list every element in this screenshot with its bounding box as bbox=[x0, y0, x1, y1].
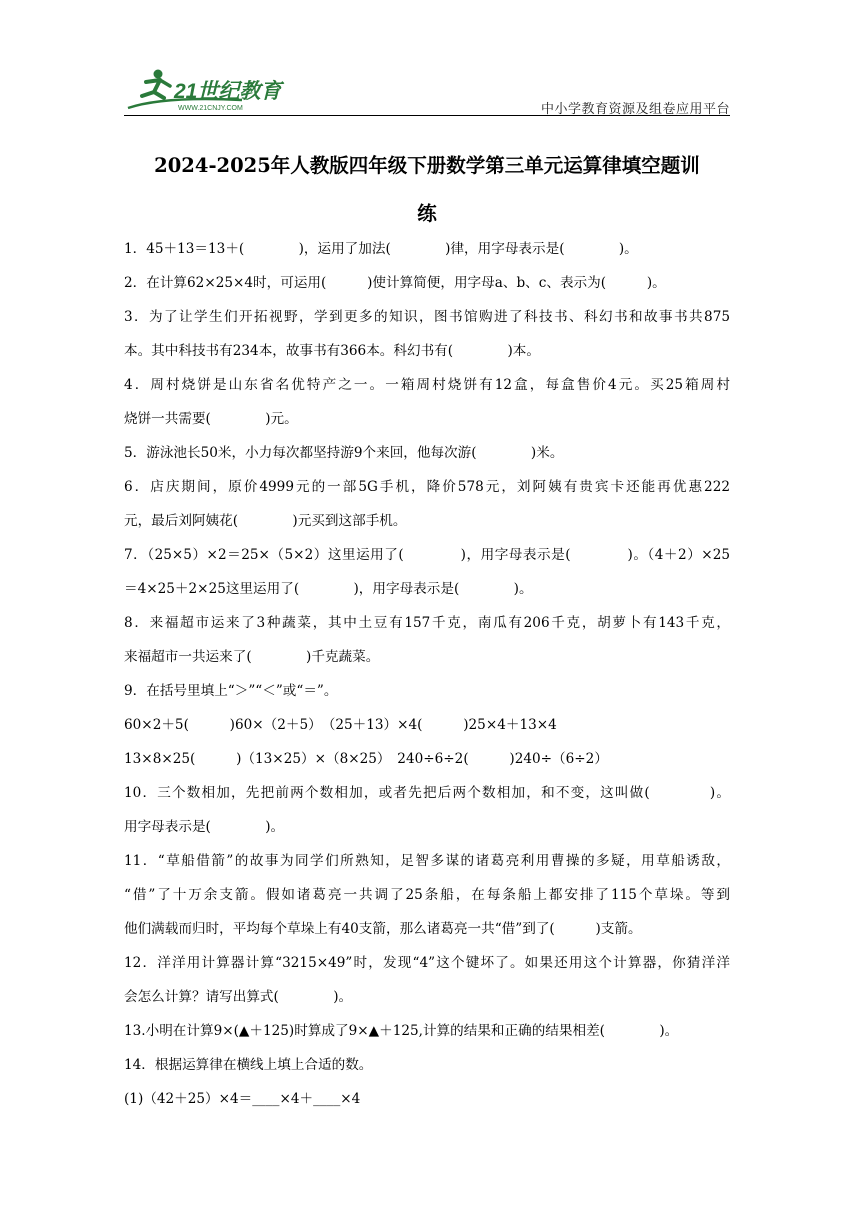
text-line: 4．周村烧饼是山东省名优特产之一。一箱周村烧饼有12盒，每盒售价4元。买25箱周村 bbox=[124, 377, 730, 393]
text-line: 12．洋洋用计算器计算“3215×49”时，发现“4”这个键坏了。如果还用这个计算器，你猜洋洋 bbox=[124, 955, 730, 971]
text-line: ＝4×25＋2×25这里运用了( )，用字母表示是( )。 bbox=[124, 581, 533, 597]
logo-url: WWW.21CNJY.COM bbox=[178, 105, 243, 112]
text-line: 烧饼一共需要( )元。 bbox=[124, 411, 298, 427]
page-title bbox=[124, 142, 730, 238]
text-line: 6．店庆期间，原价4999元的一部5G手机，降价578元，刘阿姨有贵宾卡还能再优惠222 bbox=[124, 479, 730, 495]
page-header bbox=[124, 66, 730, 117]
text-line: 60×2＋5( )60×（2＋5） （25＋13）×4( )25×4＋13×4 bbox=[124, 717, 557, 733]
text-line: 11．“草船借箭”的故事为同学们所熟知，足智多谋的诸葛亮利用曹操的多疑，用草船诱敌， bbox=[124, 853, 730, 869]
text-line: 13.小明在计算9×(▲＋125)时算成了9×▲＋125,计算的结果和正确的结果相差( )。 bbox=[124, 1023, 679, 1039]
text-line: 8．来福超市运来了3种蔬菜，其中土豆有157千克，南瓜有206千克，胡萝卜有143千克， bbox=[124, 615, 730, 631]
text-line: 用字母表示是( )。 bbox=[124, 819, 285, 835]
text-line: 14．根据运算律在横线上填上合适的数。 bbox=[124, 1057, 373, 1073]
text-line: 本。其中科技书有234本，故事书有366本。科幻书有( )本。 bbox=[124, 343, 540, 359]
text-line: 9．在括号里填上“＞”“＜”或“＝”。 bbox=[124, 683, 338, 699]
logo-icon bbox=[124, 66, 294, 112]
title-line-2: 练 bbox=[417, 202, 437, 225]
platform-name: 中小学教育资源及组卷应用平台 bbox=[540, 102, 730, 117]
text-line: (1)（42＋25）×4＝____×4＋____×4 bbox=[124, 1091, 361, 1107]
text-line: 5．游泳池长50米，小力每次都坚持游9个来回，他每次游( )米。 bbox=[124, 445, 564, 461]
header-rule bbox=[124, 115, 730, 116]
title-line-1: 2024-2025年人教版四年级下册数学第三单元运算律填空题训 bbox=[154, 154, 700, 177]
text-line: 2．在计算62×25×4时，可运用( )使计算简便，用字母a、b、c、表示为( )。 bbox=[124, 275, 666, 291]
text-line: “借”了十万余支箭。假如诸葛亮一共调了25条船，在每条船上都安排了115个草垛。等到 bbox=[124, 887, 730, 903]
question-list bbox=[124, 232, 730, 1116]
text-line: 来福超市一共运来了( )千克蔬菜。 bbox=[124, 649, 380, 665]
text-line: 1．45＋13＝13＋( )，运用了加法( )律，用字母表示是( )。 bbox=[124, 241, 638, 257]
text-line: 会怎么计算？请写出算式( )。 bbox=[124, 989, 353, 1005]
text-line: 7．（25×5）×2＝25×（5×2）这里运用了( )，用字母表示是( )。（4＋2）×25 bbox=[124, 547, 730, 563]
text-line: 3．为了让学生们开拓视野，学到更多的知识，图书馆购进了科技书、科幻书和故事书共875 bbox=[124, 309, 730, 325]
logo-text: 21世纪教育 bbox=[174, 80, 282, 103]
text-line: 元，最后刘阿姨花( )元买到这部手机。 bbox=[124, 513, 407, 529]
text-line: 13×8×25( )（13×25）×（8×25） 240÷6÷2( )240÷（6÷2） bbox=[124, 751, 608, 767]
text-line: 10．三个数相加，先把前两个数相加，或者先把后两个数相加，和不变，这叫做( )。 bbox=[124, 785, 730, 801]
text-line: 他们满载而归时，平均每个草垛上有40支箭，那么诸葛亮一共“借”到了( )支箭。 bbox=[124, 921, 642, 937]
